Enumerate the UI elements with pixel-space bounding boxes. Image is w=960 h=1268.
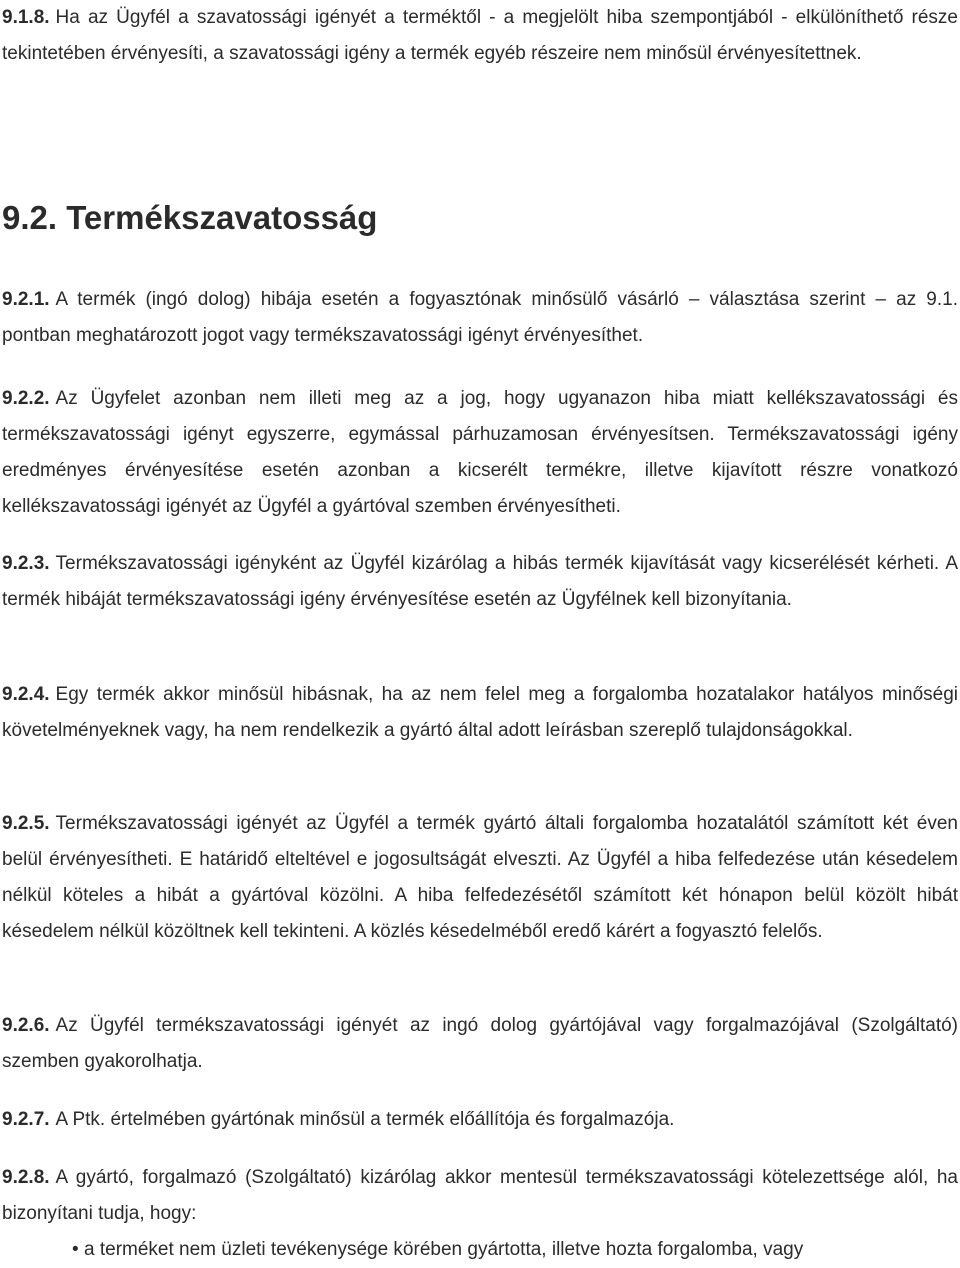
paragraph-number: 9.2.4.: [2, 684, 50, 705]
paragraph-text: Termékszavatossági igényét az Ügyfél a termék gyártó általi forgalomba hozatalától számított két éven belül érvényesítheti. E határidő elteltével e jogosultságát elveszti. Az Ügyfél a hiba felfedezése után késedelem nélkül köteles a hibát a gyártóval közölni. A hiba felfedezésétől számított két hónapon belül közölt hibát késedelem nélkül közöltnek kell tekinteni. A közlés késedelméből eredő kárért a fogyasztó felelős.: [2, 813, 958, 942]
paragraph-text: Termékszavatossági igényként az Ügyfél kizárólag a hibás termék kijavítását vagy kicserélését kérheti. A termék hibáját termékszavatossági igény érvényesítése esetén az Ügyfélnek kell bizonyítania.: [2, 553, 958, 610]
paragraph-number: 9.2.8.: [2, 1167, 50, 1188]
bullet-text: a terméket nem üzleti tevékenysége körében gyártotta, illetve hozta forgalomba, vagy: [84, 1239, 804, 1260]
paragraph-text: Az Ügyfelet azonban nem illeti meg az a jog, hogy ugyanazon hiba miatt kellékszavatossági és termékszavatossági igényt egyszerre, egymással párhuzamosan érvényesítsen. Termékszavatossági igény eredményes érvényesítése esetén azonban a kicserélt termékre, illetve kijavított részre vonatkozó kellékszavatossági igényét az Ügyfél a gyártóval szemben érvényesítheti.: [2, 388, 958, 517]
paragraph-9-1-8: [2, 0, 958, 72]
paragraph-number: 9.2.3.: [2, 553, 50, 574]
paragraph-9-2-7: [2, 1102, 958, 1138]
paragraph-text: Egy termék akkor minősül hibásnak, ha az nem felel meg a forgalomba hozatalakor hatályos minőségi követelményeknek vagy, ha nem rendelkezik a gyártó által adott leírásban szereplő tulajdonságokkal.: [2, 684, 958, 741]
section-heading: 9.2. Termékszavatosság: [2, 199, 378, 236]
paragraph-text: Az Ügyfél termékszavatossági igényét az ingó dolog gyártójával vagy forgalmazójával (Szolgáltató) szemben gyakorolhatja.: [2, 1015, 958, 1072]
paragraph-number: 9.2.7.: [2, 1109, 50, 1130]
paragraph-9-2-2: [2, 381, 958, 525]
bullet-icon: •: [72, 1239, 79, 1260]
paragraph-9-2-3: [2, 546, 958, 618]
paragraph-text: Ha az Ügyfél a szavatossági igényét a terméktől - a megjelölt hiba szempontjából - elkülöníthető része tekintetében érvényesíti, a szavatossági igény a termék egyéb részeire nem minősül érvényesítettnek.: [2, 7, 958, 64]
paragraph-number: 9.2.5.: [2, 813, 50, 834]
paragraph-text: A gyártó, forgalmazó (Szolgáltató) kizárólag akkor mentesül termékszavatossági kötelezettsége alól, ha bizonyítani tudja, hogy:: [2, 1167, 958, 1224]
paragraph-9-2-4: [2, 677, 958, 749]
paragraph-9-2-1: [2, 282, 958, 354]
paragraph-number: 9.1.8.: [2, 7, 50, 28]
paragraph-number: 9.2.6.: [2, 1015, 50, 1036]
paragraph-text: A termék (ingó dolog) hibája esetén a fogyasztónak minősülő vásárló – választása szerint – az 9.1. pontban meghatározott jogot vagy termékszavatossági igényt érvényesíthet.: [2, 289, 958, 346]
paragraph-number: 9.2.1.: [2, 289, 50, 310]
paragraph-9-2-8: [2, 1160, 958, 1232]
paragraph-text: A Ptk. értelmében gyártónak minősül a termék előállítója és forgalmazója.: [55, 1109, 675, 1130]
paragraph-9-2-5: [2, 806, 958, 950]
bullet-list-item: [72, 1232, 803, 1268]
paragraph-number: 9.2.2.: [2, 388, 50, 409]
paragraph-9-2-6: [2, 1008, 958, 1080]
